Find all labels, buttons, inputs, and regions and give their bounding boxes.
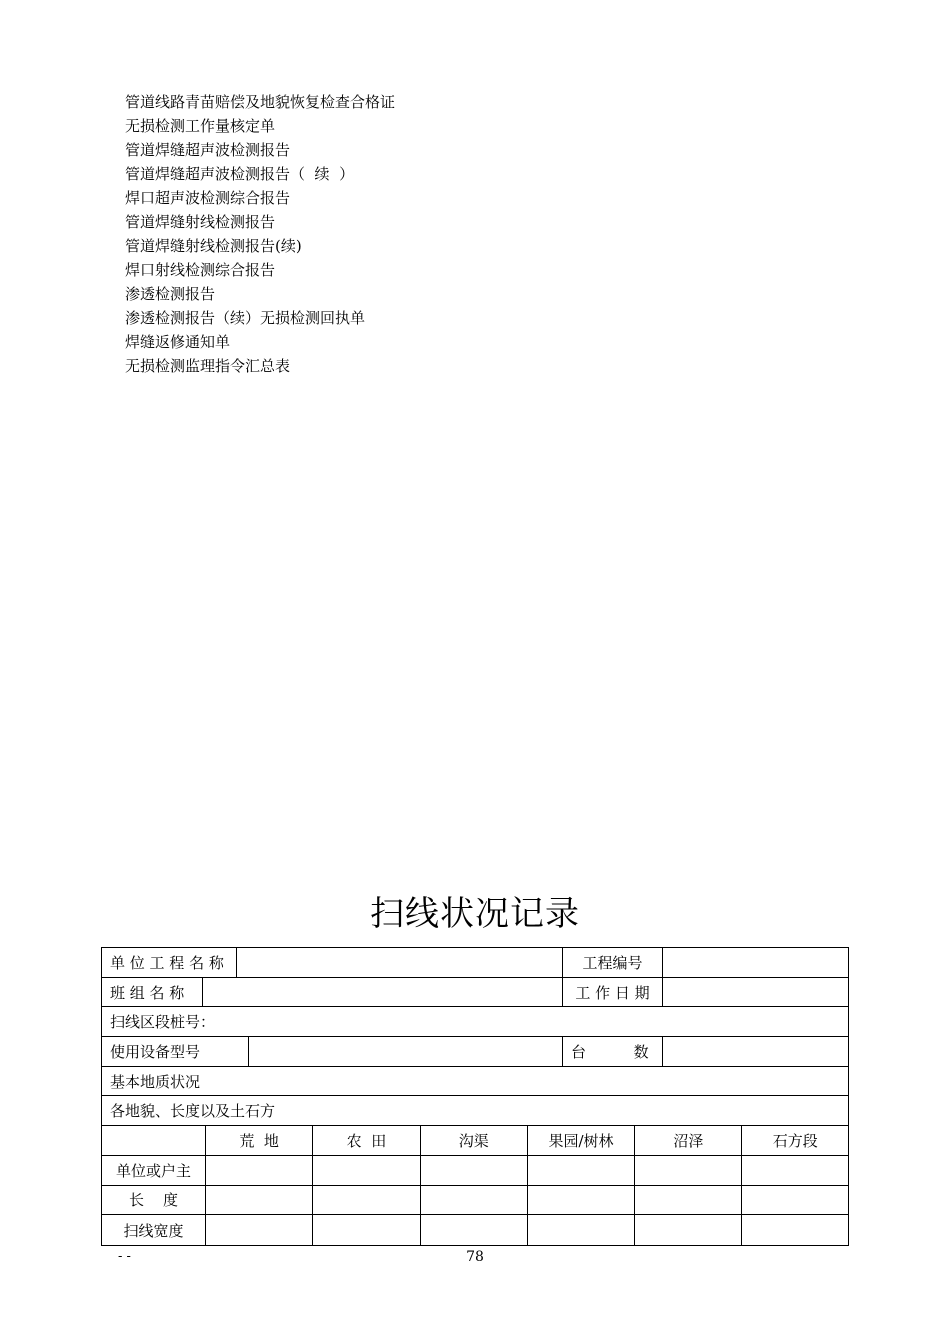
project-number-label: 工程编号 — [563, 948, 663, 977]
survey-record-table — [101, 947, 849, 1246]
table-cell[interactable] — [206, 1186, 313, 1215]
header-wasteland: 荒 地 — [206, 1126, 313, 1155]
list-item: 焊口射线检测综合报告 — [125, 261, 276, 279]
list-item: 无损检测监理指令汇总表 — [125, 357, 291, 375]
table-cell[interactable] — [635, 1186, 742, 1215]
geology-label[interactable]: 基本地质状况 — [110, 1072, 201, 1091]
table-cell[interactable] — [206, 1156, 313, 1185]
table-row — [102, 948, 848, 978]
table-cell[interactable] — [528, 1215, 635, 1245]
list-item: 焊口超声波检测综合报告 — [125, 189, 291, 207]
page-number: 78 — [466, 1249, 484, 1265]
header-orchard: 果园/树林 — [528, 1126, 635, 1155]
table-cell[interactable] — [313, 1156, 420, 1185]
section-stake-label[interactable]: 扫线区段桩号： — [110, 1013, 216, 1032]
form-title: 扫线状况记录 — [370, 894, 580, 934]
table-row — [102, 1096, 848, 1126]
header-ditch: 沟渠 — [421, 1126, 528, 1155]
table-cell[interactable] — [421, 1215, 528, 1245]
table-row — [102, 1126, 848, 1156]
unit-project-name-value[interactable] — [237, 948, 563, 977]
table-cell[interactable] — [421, 1156, 528, 1185]
row-label-owner: 单位或户主 — [102, 1156, 206, 1185]
table-cell[interactable] — [313, 1186, 420, 1215]
project-number-value[interactable] — [663, 948, 848, 977]
equipment-model-value[interactable] — [249, 1037, 563, 1066]
table-row — [102, 1186, 848, 1216]
list-item: 渗透检测报告 — [125, 285, 216, 303]
list-item: 渗透检测报告（续）无损检测回执单 — [125, 309, 366, 327]
list-item: 无损检测工作量核定单 — [125, 117, 276, 135]
table-cell[interactable] — [528, 1156, 635, 1185]
table-row — [102, 1037, 848, 1067]
table-cell[interactable] — [742, 1186, 848, 1215]
list-item: 管道线路青苗赔偿及地貌恢复检查合格证 — [125, 93, 396, 111]
row-label-width: 扫线宽度 — [102, 1215, 206, 1245]
table-cell[interactable] — [528, 1186, 635, 1215]
list-item: 管道焊缝超声波检测报告（ 续 ） — [125, 165, 355, 183]
team-name-label: 班 组 名 称 — [102, 978, 203, 1007]
header-rock-section: 石方段 — [772, 1131, 818, 1150]
list-item: 焊缝返修通知单 — [125, 333, 231, 351]
table-row — [102, 1215, 848, 1245]
unit-project-name-label: 单 位 工 程 名 称 — [102, 948, 237, 977]
landform-label: 各地貌、长度以及土石方 — [110, 1102, 276, 1121]
table-row — [102, 978, 848, 1008]
quantity-value[interactable] — [663, 1037, 848, 1066]
header-farmland: 农 田 — [313, 1126, 420, 1155]
header-swamp: 沼泽 — [635, 1126, 742, 1155]
table-cell[interactable] — [206, 1215, 313, 1245]
work-date-value[interactable] — [663, 978, 848, 1007]
work-date-label: 工 作 日 期 — [563, 978, 663, 1007]
list-item: 管道焊缝超声波检测报告 — [125, 141, 291, 159]
header-blank — [102, 1126, 206, 1155]
table-cell[interactable] — [742, 1156, 848, 1185]
footer-mark: - - — [118, 1249, 131, 1264]
table-row — [102, 1007, 848, 1037]
table-cell[interactable] — [313, 1215, 420, 1245]
table-cell[interactable] — [421, 1186, 528, 1215]
list-item: 管道焊缝射线检测报告 — [125, 213, 276, 231]
quantity-label: 台 数 — [563, 1037, 663, 1066]
table-row — [102, 1067, 848, 1097]
row-label-length: 长 度 — [102, 1186, 206, 1215]
table-cell[interactable] — [635, 1215, 742, 1245]
equipment-model-label: 使用设备型号 — [102, 1037, 249, 1066]
table-row — [102, 1156, 848, 1186]
table-cell[interactable] — [742, 1215, 848, 1245]
contents-list — [125, 90, 395, 378]
list-item: 管道焊缝射线检测报告(续) — [125, 237, 302, 255]
table-cell[interactable] — [635, 1156, 742, 1185]
team-name-value[interactable] — [203, 978, 563, 1007]
